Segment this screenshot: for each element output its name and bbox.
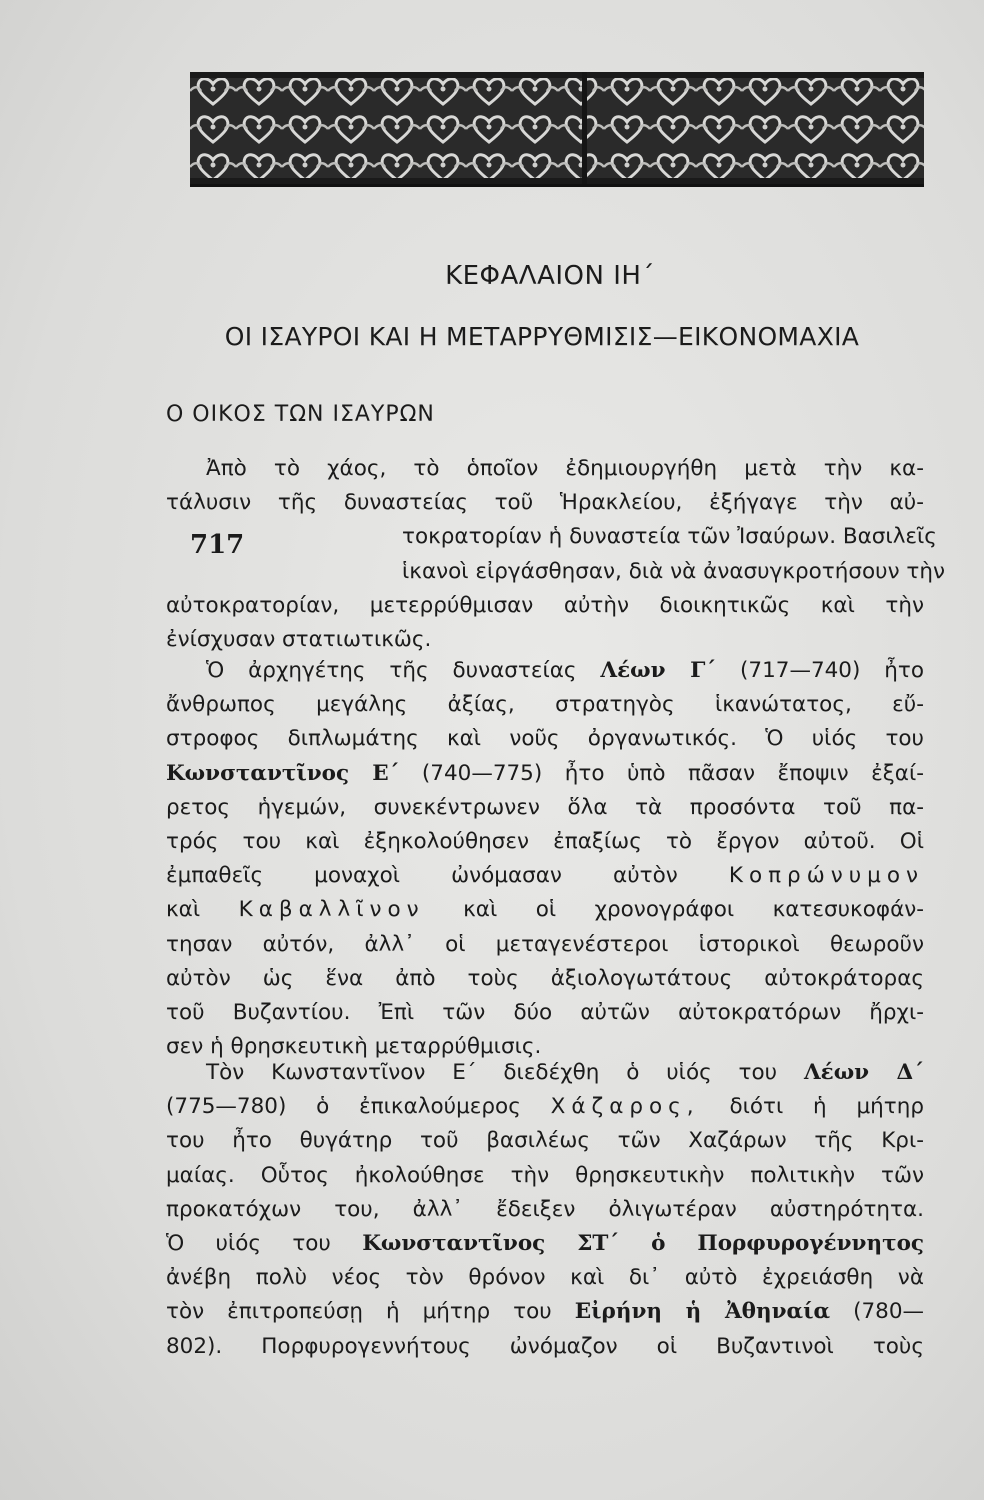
ornamental-header-band <box>190 72 924 187</box>
text-line: τοκρατορίαν ἡ δυναστεία τῶν Ἰσαύρων. Βασιλεῖς <box>402 524 937 550</box>
paragraph-2 <box>166 654 924 1064</box>
text-line: σεν ἡ θρησκευτικὴ μεταρρύθμισις. <box>166 1034 542 1060</box>
text-line: τάλυσιν τῆς δυναστείας τοῦ Ἡρακλείου, ἐξήγαγε τὴν αὐ- <box>166 490 924 516</box>
paragraph-1 <box>166 452 946 657</box>
spaced-epithet: Χάζαρος, <box>550 1094 700 1120</box>
text-line: ἀνέβη πολὺ νέος τὸν θρόνον καὶ δι᾽ αὐτὸ ἐχρειάσθη νὰ <box>166 1265 924 1291</box>
heart-pattern-ornament <box>190 72 924 184</box>
text-line: τρός του καὶ ἐξηκολούθησεν ἐπαξίως τὸ ἔργον αὐτοῦ. Οἱ <box>166 829 924 855</box>
section-title: Ο ΟΙΚΟΣ ΤΩΝ ΙΣΑΥΡΩΝ <box>166 402 435 427</box>
chapter-number: ΚΕΦΑΛΑΙΟΝ ΙΗ΄ <box>445 261 655 291</box>
text-line: προκατόχων του, ἀλλ᾽ ἔδειξεν ὀλιγωτέραν αὐστηρότητα. <box>166 1196 924 1222</box>
text-line: αὐτοκρατορίαν, μετερρύθμισαν αὐτὴν διοικητικῶς καὶ τὴν <box>166 592 924 618</box>
text-line: καὶ Καβαλλῖνον καὶ οἱ χρονογράφοι κατεσυκοφάν- <box>166 897 925 923</box>
text-line: του ἦτο θυγάτηρ τοῦ βασιλέως τῶν Χαζάρων τῆς Κρι- <box>166 1128 924 1154</box>
text-line: Ὁ υἱός του Κωνσταντῖνος ΣΤ΄ ὁ Πορφυρογέννητος <box>166 1231 924 1257</box>
text-line: μαίας. Οὗτος ἠκολούθησε τὴν θρησκευτικὴν πολιτικὴν τῶν <box>166 1162 924 1188</box>
text-line: Ἀπὸ τὸ χάος, τὸ ὁποῖον ἐδημιουργήθη μετὰ τὴν κα- <box>206 456 924 481</box>
bold-name: Εἰρήνη ἡ Ἀθηναία <box>574 1299 831 1325</box>
text-line: ἐνίσχυσαν στατιωτικῶς. <box>166 627 432 653</box>
chapter-title: ΟΙ ΙΣΑΥΡΟΙ ΚΑΙ Η ΜΕΤΑΡΡΥΘΜΙΣΙΣ—ΕΙΚΟΝΟΜΑΧΙΑ <box>224 322 860 351</box>
text-line: ἄνθρωπος μεγάλης ἀξίας, στρατηγὸς ἱκανώτατος, εὔ- <box>166 692 924 718</box>
bold-name: Λέων Δ΄ <box>803 1060 924 1085</box>
bold-name: Κωνσταντῖνος ΣΤ΄ ὁ Πορφυρογέννητος <box>362 1231 924 1257</box>
text-line: ρετος ἡγεμών, συνεκέντρωνεν ὅλα τὰ προσόντα τοῦ πα- <box>166 794 924 820</box>
text-line: Κωνσταντῖνος Ε΄ (740—775) ἦτο ὑπὸ πᾶσαν ἔποψιν ἐξαί- <box>166 760 924 786</box>
text-line: τὸν ἐπιτροπεύσῃ ἡ μήτηρ του Εἰρήνη ἡ Ἀθηναία (780— <box>166 1299 925 1325</box>
bold-name: Λέων Γ΄ <box>600 658 717 683</box>
text-line: (775—780) ὁ ἐπικαλούμερος Χάζαρος, διότι ἡ μήτηρ <box>166 1094 924 1120</box>
text-line: αὐτὸν ὡς ἕνα ἀπὸ τοὺς ἀξιολογωτάτους αὐτοκράτορας <box>166 965 924 991</box>
text-line: ἐμπαθεῖς μοναχοὶ ὠνόμασαν αὐτὸν Κοπρώνυμον <box>166 863 924 889</box>
text-line: Τὸν Κωνσταντῖνον Ε΄ διεδέχθη ὁ υἱός του Λέων Δ΄ <box>206 1060 924 1085</box>
text-line: 802). Πορφυρογεννήτους ὠνόμαζον οἱ Βυζαντινοὶ τοὺς <box>166 1333 924 1359</box>
spaced-epithet: Κοπρώνυμον <box>728 863 924 889</box>
margin-year-note: 717 <box>190 530 245 560</box>
text-line: ἱκανοὶ εἰργάσθησαν, διὰ νὰ ἀνασυγκροτήσουν τὴν <box>402 558 946 584</box>
text-line: Ὁ ἀρχηγέτης τῆς δυναστείας Λέων Γ΄ (717—740) ἦτο <box>206 658 924 683</box>
text-line: τοῦ Βυζαντίου. Ἐπὶ τῶν δύο αὐτῶν αὐτοκρατόρων ἤρχι- <box>166 1000 924 1026</box>
text-line: στροφος διπλωμάτης καὶ νοῦς ὀργανωτικός. Ὁ υἱός του <box>166 726 924 752</box>
bold-name: Κωνσταντῖνος Ε΄ <box>166 760 400 786</box>
paragraph-3 <box>166 1056 924 1364</box>
spaced-epithet: Καβαλλῖνον <box>238 897 425 923</box>
text-line: τησαν αὐτόν, ἀλλ᾽ οἱ μεταγενέστεροι ἱστορικοὶ θεωροῦν <box>166 931 924 957</box>
